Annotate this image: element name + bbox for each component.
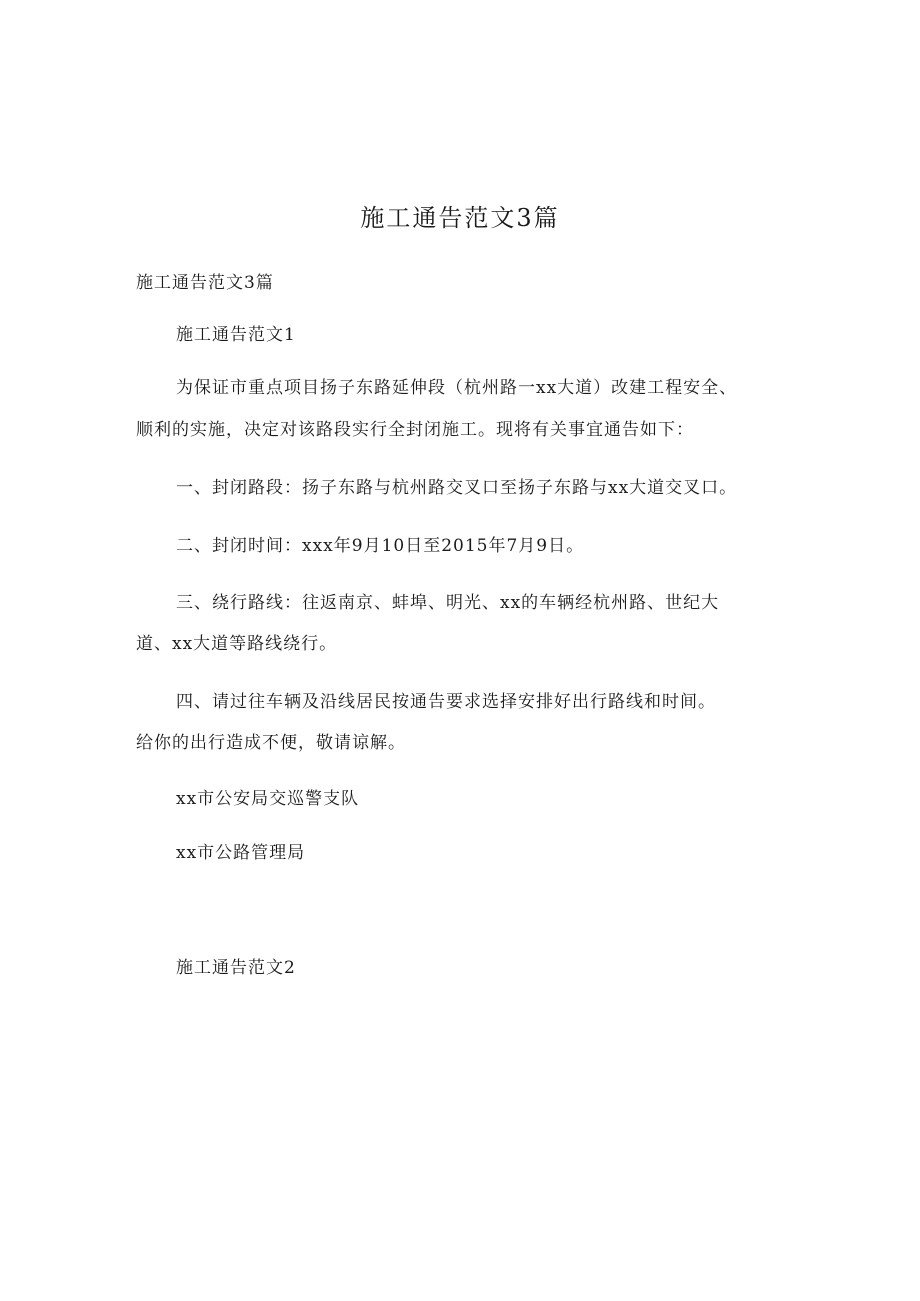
sample-1-heading: 施工通告范文1 (176, 325, 296, 345)
item-closed-section: 一、封闭路段：扬子东路与杭州路交叉口至扬子东路与xx大道交叉口。 (176, 478, 738, 498)
item-detour-route-line-2: 道、xx大道等路线绕行。 (136, 634, 338, 654)
intro-paragraph-line-1: 为保证市重点项目扬子东路延伸段（杭州路一xx大道）改建工程安全、 (176, 378, 738, 398)
item-notice-line-1: 四、请过往车辆及沿线居民按通告要求选择安排好出行路线和时间。 (176, 692, 716, 712)
item-closed-time: 二、封闭时间：xxx年9月10日至2015年7月9日。 (176, 536, 585, 556)
document-title: 施工通告范文3篇 (360, 204, 560, 232)
document-subtitle: 施工通告范文3篇 (136, 273, 274, 293)
item-notice-line-2: 给你的出行造成不便，敬请谅解。 (136, 733, 406, 753)
signatory-highway-bureau: xx市公路管理局 (176, 843, 306, 863)
sample-2-heading: 施工通告范文2 (176, 958, 296, 978)
signatory-police: xx市公安局交巡警支队 (176, 789, 360, 809)
intro-paragraph-line-2: 顺利的实施，决定对该路段实行全封闭施工。现将有关事宜通告如下： (136, 420, 694, 440)
item-detour-route-line-1: 三、绕行路线：往返南京、蚌埠、明光、xx的车辆经杭州路、世纪大 (176, 593, 720, 613)
